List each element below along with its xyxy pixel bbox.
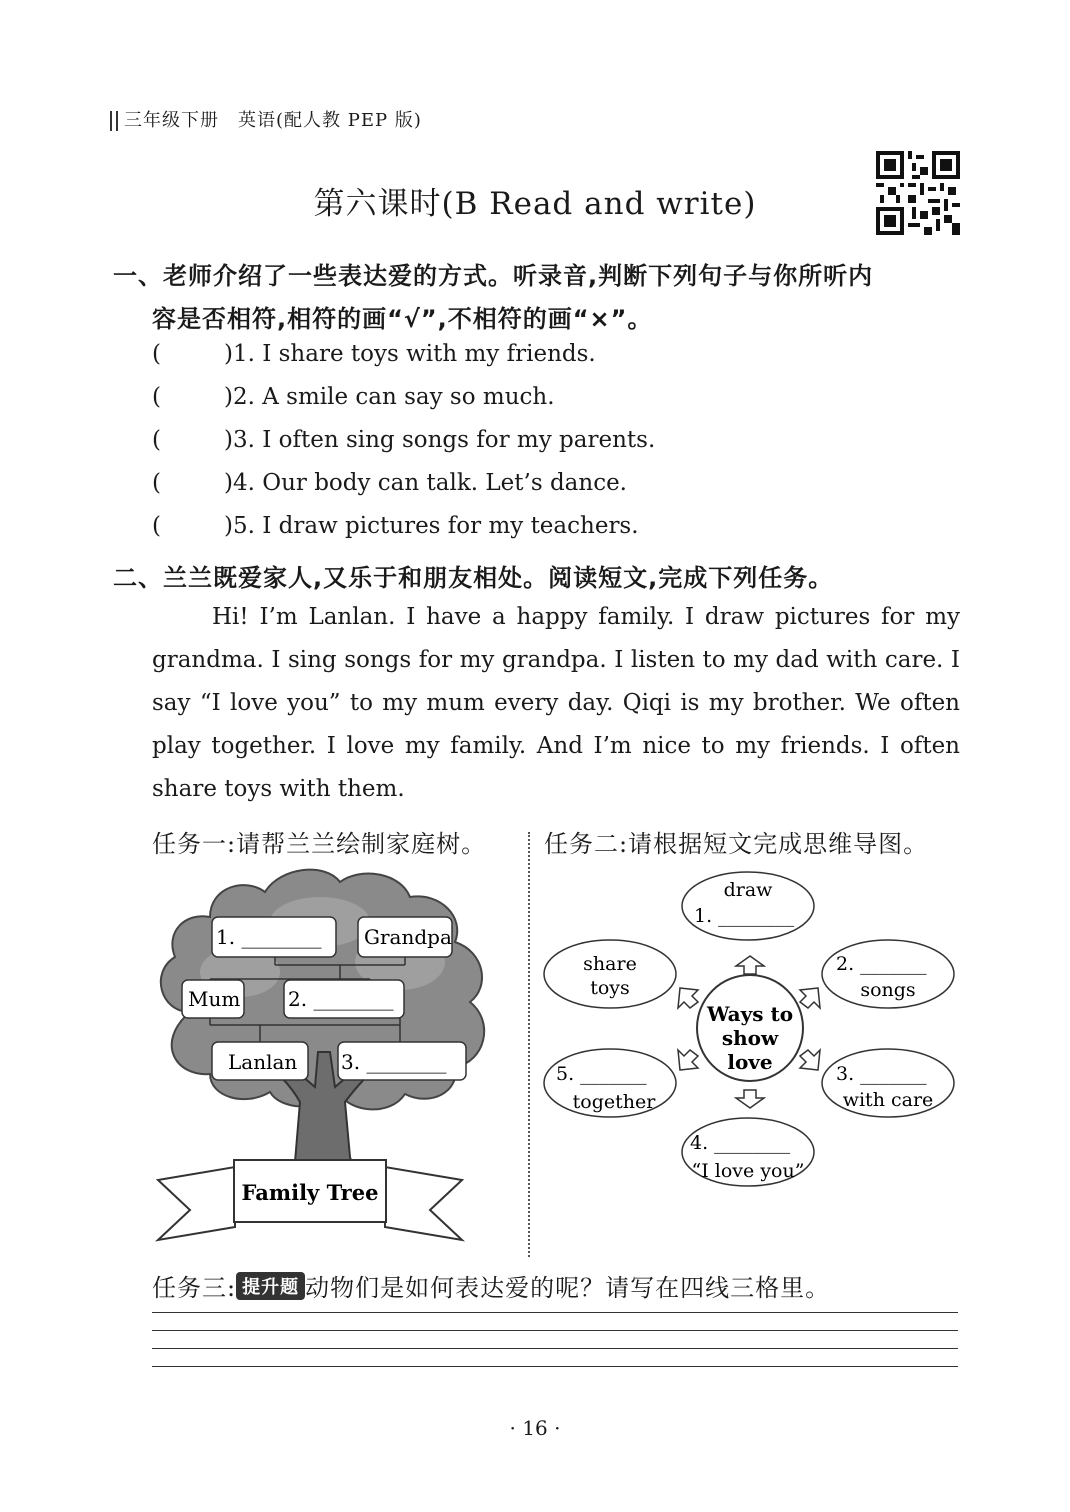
family-tree-figure	[150, 862, 500, 1252]
qr-code-icon[interactable]	[876, 151, 960, 235]
bubble-topleft-line1: share	[583, 953, 637, 975]
tree-box-lanlan: Lanlan	[228, 1050, 298, 1074]
answer-paren[interactable]: (	[152, 470, 161, 496]
bubble-topright-blank[interactable]: 2. _______	[836, 953, 927, 975]
tree-box-3[interactable]: 3. ________	[341, 1050, 447, 1074]
center-line-3: love	[727, 1050, 773, 1074]
bubble-right-blank[interactable]: 3. _______	[836, 1063, 927, 1085]
mind-map-figure	[540, 868, 960, 1198]
arrow-downright-icon	[800, 1050, 820, 1070]
bubble-top-hint: draw	[723, 879, 773, 901]
four-line-writing-area[interactable]	[152, 1312, 958, 1384]
arrow-down-icon	[736, 1090, 764, 1108]
section1-title-line1: 一、老师介绍了一些表达爱的方式。听录音,判断下列句子与你所听内	[113, 262, 874, 290]
writing-line	[152, 1330, 958, 1331]
tree-box-2[interactable]: 2. ________	[288, 987, 394, 1011]
bubble-topleft-line2: toys	[590, 977, 630, 999]
task3-label: 任务三: 提升题 动物们是如何表达爱的呢？请写在四线三格里。	[152, 1274, 831, 1302]
section1-title-line2: 容是否相符,相符的画“√”,不相符的画“×”。	[152, 305, 653, 333]
answer-paren[interactable]: (	[152, 341, 161, 367]
listening-item: ( )2. A smile can say so much.	[152, 384, 555, 410]
bubble-bottom-blank[interactable]: 4. ________	[690, 1132, 791, 1154]
arrow-downleft-icon	[678, 1050, 698, 1070]
listening-item: ( )4. Our body can talk. Let’s dance.	[152, 470, 627, 496]
bubble-top-blank[interactable]: 1. ________	[694, 905, 795, 927]
book-header: 三年级下册 英语(配人教 PEP 版)	[110, 106, 422, 132]
task-divider	[528, 832, 530, 1257]
task1-label: 任务一:请帮兰兰绘制家庭树。	[152, 830, 487, 858]
bubble-right-hint: with care	[842, 1089, 934, 1111]
lesson-title: 第六课时(B Read and write)	[313, 186, 757, 222]
arrow-up-icon	[736, 956, 764, 974]
tree-box-1[interactable]: 1. ________	[216, 925, 322, 949]
writing-line	[152, 1312, 958, 1313]
advanced-badge: 提升题	[236, 1272, 305, 1300]
writing-line	[152, 1366, 958, 1367]
family-tree-banner: Family Tree	[241, 1180, 379, 1205]
bubble-bottom-hint: “I love you”	[691, 1160, 805, 1182]
listening-item: ( )3. I often sing songs for my parents.	[152, 427, 656, 453]
reading-passage: Hi! I’m Lanlan. I have a happy family. I draw pictures for my grandma. I sing songs for my grandpa. I listen to my dad with care. I say “I love you” to my mum every day. Qiqi is my brother. We often play together. I love my family. And I’m nice to my friends. I often share toys with them.	[152, 604, 960, 802]
listening-item: ( )5. I draw pictures for my teachers.	[152, 513, 639, 539]
writing-line	[152, 1348, 958, 1349]
tree-box-mum: Mum	[188, 987, 241, 1011]
bubble-left-hint: together	[572, 1091, 656, 1113]
answer-paren[interactable]: (	[152, 427, 161, 453]
header-bar-icon	[110, 111, 118, 131]
page-number: · 16 ·	[509, 1416, 561, 1440]
listening-item: ( )1. I share toys with my friends.	[152, 341, 596, 367]
task2-label: 任务二:请根据短文完成思维导图。	[544, 830, 929, 858]
center-line-2: show	[721, 1026, 779, 1050]
arrow-upright-icon	[800, 988, 820, 1008]
tree-box-grandpa: Grandpa	[364, 925, 452, 949]
arrow-upleft-icon	[678, 988, 698, 1008]
bubble-topright-hint: songs	[860, 979, 916, 1001]
answer-paren[interactable]: (	[152, 384, 161, 410]
answer-paren[interactable]: (	[152, 513, 161, 539]
center-line-1: Ways to	[706, 1002, 794, 1026]
bubble-left-blank[interactable]: 5. _______	[556, 1063, 647, 1085]
section2-title: 二、兰兰既爱家人,又乐于和朋友相处。阅读短文,完成下列任务。	[113, 564, 834, 592]
